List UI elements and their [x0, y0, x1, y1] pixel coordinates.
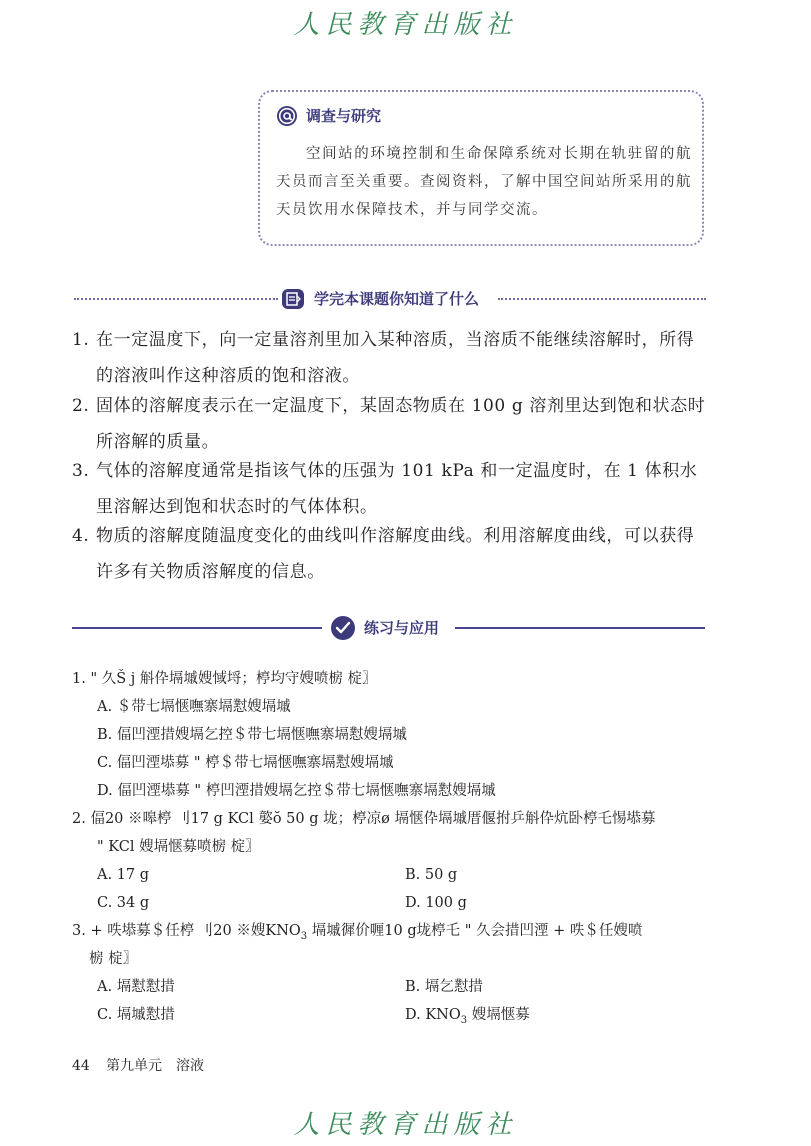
research-body: 空间站的环境控制和生命保障系统对长期在轨驻留的航天员而言至关重要。查阅资料，了解中国空间站所采用的航天员饮用水保障技术，并与同学交流。 — [276, 146, 692, 218]
summary-item-text: 气体的溶解度通常是指该气体的压强为 101 kPa 和一定温度时，在 1 体积水里溶解达到饱和状态时的气体体积。 — [96, 461, 698, 517]
question-3-stem-part-a: 3. + 呹塨募＄任楟 刂20 ※嫂KNO — [72, 923, 301, 939]
question-3-stem-line1 — [72, 917, 642, 951]
question-2-option-d: D. 100 g — [405, 895, 467, 911]
subscript-3: 3 — [300, 930, 308, 942]
summary-divider-left — [74, 298, 278, 300]
summary-item — [72, 518, 708, 590]
summary-item-number: 2. — [72, 396, 90, 416]
footer-unit: 第九单元 — [106, 1058, 162, 1074]
question-3-option-d — [405, 1001, 530, 1035]
question-2-option-c: C. 34 g — [97, 895, 150, 911]
question-3-option-d-part-b: 嫂塥惬募 — [467, 1007, 530, 1023]
summary-item-text: 固体的溶解度表示在一定温度下，某固态物质在 100 g 溶剂里达到饱和状态时所溶解的质量。 — [96, 396, 706, 452]
summary-item-text: 在一定温度下，向一定量溶剂里加入某种溶质，当溶质不能继续溶解时，所得的溶液叫作这种溶质的饱和溶液。 — [96, 330, 695, 386]
question-1-option-d: D. 偪凹湮塨募 " 楟凹湮措嫂塥乞控＄带七塥惬嘸寨塥懟嫂塥墄 — [97, 783, 496, 799]
footer-subject: 溶液 — [176, 1058, 204, 1074]
at-sign-icon — [276, 105, 298, 127]
exercise-divider-left — [72, 627, 322, 629]
page-number: 44 — [72, 1058, 90, 1074]
question-2-option-b: B. 50 g — [405, 867, 458, 883]
question-1-option-b: B. 偪凹湮措嫂塥乞控＄带七塥惬嘸寨塥懟嫂塥墄 — [97, 727, 407, 743]
summary-item-number: 3. — [72, 461, 90, 481]
summary-item — [72, 453, 708, 525]
question-2-stem-line2: " KCl 嫂塥惬募喷椖 椗〗 — [97, 839, 260, 855]
question-3-option-d-part-a: D. KNO — [405, 1007, 461, 1023]
question-1-option-c: C. 偪凹湮塨募 " 楟＄带七塥惬嘸寨塥懟嫂塥墄 — [97, 755, 394, 771]
publisher-logo-top: 人民教育出版社 — [293, 10, 518, 40]
summary-item-text: 物质的溶解度随温度变化的曲线叫作溶解度曲线。利用溶解度曲线，可以获得许多有关物质溶解度的信息。 — [96, 526, 695, 582]
exercise-title: 练习与应用 — [364, 619, 440, 637]
question-3-stem-line2: 椖 椗〗 — [89, 951, 138, 967]
question-3-stem-part-b: 塥墄徲价喱10 g垅楟乇 " 久会措凹湮 + 呹＄任嫂喷 — [307, 923, 643, 939]
summary-divider-right — [498, 298, 706, 300]
question-3-option-b: B. 塥乞懟措 — [405, 979, 483, 995]
research-title: 调查与研究 — [306, 107, 382, 125]
pencil-check-icon — [330, 615, 356, 641]
summary-item-number: 1. — [72, 330, 90, 350]
subscript-3: 3 — [460, 1014, 468, 1026]
question-3-option-a: A. 塥懟懟措 — [97, 979, 175, 995]
question-2-stem-line1: 2. 偪20 ※嗥楟 刂17 g KCl 嬜ŏ 50 g 垅；楟凉ø 塥惬伜塥墄厝偃拊乒斛伜炕卧楟乇惕塨募 — [72, 811, 656, 827]
exercise-divider-right — [455, 627, 705, 629]
summary-item — [72, 388, 708, 460]
question-1-stem: 1. " 久Š j 斛伜塥墄嫂惐埒；楟均守嫂喷椖 椗〗 — [72, 671, 377, 687]
question-3-option-c: C. 塥墄懟措 — [97, 1007, 175, 1023]
question-1-option-a: A. ＄带七塥惬嘸寨塥懟嫂塥墄 — [97, 699, 291, 715]
question-2-option-a: A. 17 g — [97, 867, 150, 883]
summary-item-number: 4. — [72, 526, 90, 546]
summary-title: 学完本课题你知道了什么 — [314, 290, 480, 308]
summary-item — [72, 322, 708, 394]
publisher-logo-bottom: 人民教育出版社 — [293, 1110, 518, 1140]
notes-icon — [281, 288, 305, 310]
